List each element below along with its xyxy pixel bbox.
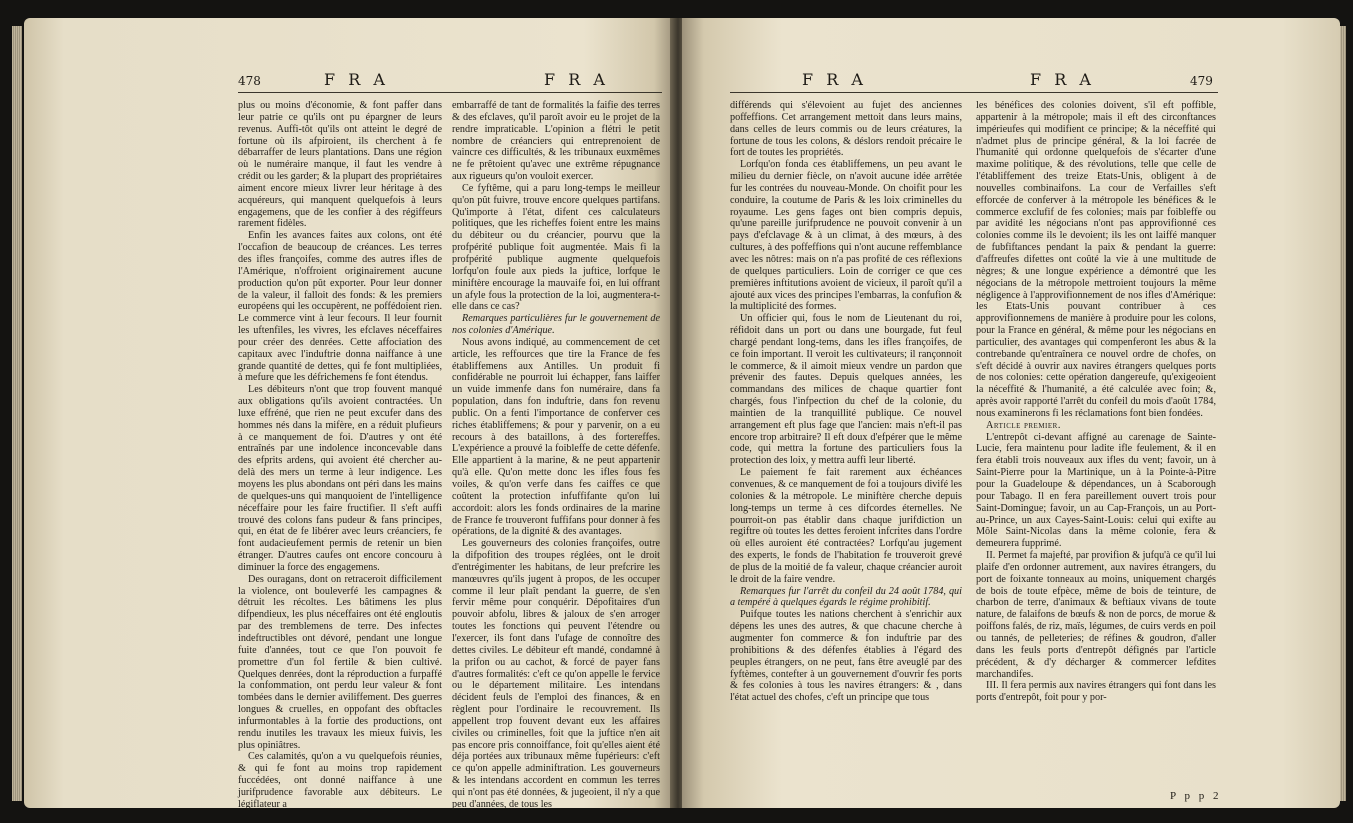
left-page-column-1 [238, 100, 442, 810]
right-page-column-2 [976, 100, 1216, 788]
page-number-left: 478 [238, 74, 261, 88]
paragraph: Nous avons indiqué, au commencement de cet article, les reffources que tire la France de fes établiffemens aux Antilles. Un produit fi confidérable ne pourroit lui échapper, fans laiffer un vuide immenfe dans fon numéraire, dans fa population, dans fon induftrie, dans fon revenu public. On a fenti l'importance de conferver ces riches établiffemens; & pour y parvenir, on a eu recours à des bataillons, à des fortereffes. L'expérience a prouvé la foibleffe de cette défenfe. Elle appartient à la marine, & ne peut appartenir qu'à elle. Qu'on mette donc les ifles fous fes voiles, & qu'on verfe dans fes caiffes ce que coûtent la protection infuffifante qu'on lui accordoit: alors les fonds ordinaires de la marine de France fe trouveront fuffifans pour donner à fes opérations, de la dignité & des avantages. [452, 336, 660, 538]
paragraph: Ce fyftême, qui a paru long-temps le meilleur qu'on pût fuivre, trouve encore quelques partifans. Qu'importe à l'état, difent ces calculateurs politiques, que les richeffes foient entre les mains du débiteur ou du créancier, pourvu que la profpérité publique foit augmentée. Mais fi la profpérité publique augmente quelquefois lorfqu'on foule aux pieds la juftice, lorfque le miniftère encourage la mauvaife foi, en lui offrant un afyle fous la protection de la loi, augmentera-t-elle dans ce cas? [452, 182, 660, 313]
running-head-right-col2: F R A [1030, 70, 1095, 89]
left-page-column-2 [452, 100, 660, 810]
paragraph: L'entrepôt ci-devant affigné au carenage de Sainte-Lucie, fera maintenu pour ladite ifle feulement, & il en fera établi trois nouveaux aux ifles du vent; favoir, un à Saint-Pierre pour la Martinique, un à la Pointe-à-Pitre pour la Guadeloupe & dépendances, un à Scaborough pour Tabago. Il en fera pareillement ouvert trois pour Saint-Domingue; favoir, un au Cap-François, un au Port-au-Prince, un aux Cayes-Saint-Louis: celui qui exifte au Môle Saint-Nicolas dans la même colonie, fera & demeurera fupprimé. [976, 431, 1216, 550]
paragraph: plus ou moins d'économie, & font paffer dans leur patrie ce qu'ils ont pu épargner de leurs revenus. Auffi-tôt qu'ils ont atteint le degré de fortune où ils afpiroient, ils cherchent à fe débarraffer de leurs plantations. Dans une région où le numéraire manque, il faut les vendre à crédit ou les garder; & la plupart des propriétaires aiment encore mieux livrer leur héritage à des acquéreurs, qui manquent quelquefois à leurs engagemens, que de les confier à des régiffeurs rarement fidèles. [238, 100, 442, 230]
running-head-left-col1: F R A [324, 70, 389, 89]
paragraph: Ces calamités, qu'on a vu quelquefois réunies, & qui fe font au moins trop rapidement fuccédées, ont donné naiffance à une jurifprudence favorable aux débiteurs. Le légiflateur a [238, 751, 442, 810]
left-page-edges [12, 26, 22, 801]
paragraph: Puifque toutes les nations cherchent à s'enrichir aux dépens les unes des autres, & que chacune cherche à augmenter fon commerce & fon induftrie par des prohibitions & des défenfes établies à l'égard des peuples étrangers, on ne peut, fans être aveuglé par des fyftèmes, contefter à un gouvernement d'ouvrir fes ports & fes colonies à tous les navires étrangers: & , dans l'état actuel des chofes, c'eft un principe que tous [730, 609, 962, 704]
article-heading: Article premier. [986, 419, 1061, 431]
paragraph: III. Il fera permis aux navires étrangers qui font dans les ports d'entrepôt, foit pour y por- [976, 680, 1216, 704]
paragraph: embarraffé de tant de formalités la faifie des terres & des efclaves, qu'il paroît avoir eu le projet de la rendre impraticable. L'opinion a flétri le petit nombre de créanciers qui entreprenoient de vaincre ces difficultés, & les tribunaux euxmêmes ne fe prêtoient qu'avec une extrême répugnance aux rigueurs qu'on vouloit exercer. [452, 100, 660, 183]
header-rule-right [730, 92, 1218, 93]
paragraph: II. Permet fa majefté, par provifion & jufqu'à ce qu'il lui plaife d'en ordonner autrement, aux navires étrangers, du port de foixante tonneaux au moins, uniquement chargés de bois de toute efpèce, même de bois de teinture, de charbon de terre, d'animaux & beftiaux vivans de toute nature, de falaifons de bœufs & non de porcs, de morue & poiffons falés, de riz, maïs, légumes, de cuirs verds en poil ou tannés, de pelleteries; de réfines & goudron, d'aller dans les feuls ports d'entrepôt défignés par l'article précédent, & d'y décharger & commercer lefdites marchandifes. [976, 550, 1216, 680]
catchword-signature: P p p 2 [1170, 790, 1222, 802]
open-book [10, 8, 1346, 818]
section-heading: Remarques particulières fur le gouvernement de nos colonies d'Amérique. [452, 313, 660, 337]
paragraph: Les débiteurs n'ont que trop fouvent manqué aux obligations qu'ils avoient contractées. Un luxe effréné, que rien ne peut excufer dans des hommes nés dans la mifère, en a réduit plufieurs à ce manquement de foi. D'autres y ont été entraînés par une indolence inconcevable dans des efprits ardens, qui avoient été chercher au-delà des mers un terme à leur indigence. Les moyens les plus abondans ont péri dans les mains de quelques-uns qui manquoient de l'intelligence néceffaire pour les faire fructifier. Il s'eft auffi trouvé des colons fans pudeur & fans principes, qui, en état de fe libérer avec leurs créanciers, fe font audacieufement permis de retenir un bien étranger. D'autres caufes ont encore concouru à diminuer la force des engagemens. [238, 384, 442, 573]
right-page-column-1 [730, 100, 962, 800]
paragraph: Un officier qui, fous le nom de Lieutenant du roi, réfidoit dans un port ou dans une bourgade, fut feul chargé pendant long-tems, dans les ifles françoifes, de ce foin important. Il veroit les cultivateurs; il rançonnoit le commerce, & il aimoit mieux vendre un pardon que prévenir des fautes. Depuis quelques années, les commandans des milices de chaque quartier font chargés, fous l'infpection du chef de la colonie, du maintien de la tranquillité publique. Ce nouvel arrangement eft plus fage que l'ancien: mais n'eft-il pas encore trop arbitraire? Il eft doux d'efpérer que le même code, qui mettra la fortune des particuliers fous la protection des loix, y mettra auffi leur liberté. [730, 313, 962, 467]
paragraph: Lorfqu'on fonda ces établiffemens, un peu avant le milieu du dernier fiècle, on n'avoit aucune idée arrêtée fur les contrées du nouveau-Monde. On choifit pour les conduire, la coutume de Paris & les loix criminelles du royaume. Les gens fages ont bien compris depuis, qu'une pareille jurifprudence ne pouvoit convenir à un pays d'efclavage & à un climat, à des mœurs, à des cultures, à des poffeffions qui n'ont aucune reffemblance avec les nôtres: mais on n'a pas profité de ces réflexions de quelques particuliers. Loin de corriger ce que ces premières inftitutions avoient de vicieux, il paroît qu'il a ajouté aux vices des principes l'embarras, la confufion & la multiplicité des formes. [730, 159, 962, 313]
paragraph: Les gouverneurs des colonies françoifes, outre la difpofition des troupes réglées, ont le droit d'entrégimenter les habitans, de leur prefcrire les manœuvres qu'ils jugent à propos, de les occuper comme il leur plaît pendant la guerre, de s'en fervir même pour conquérir. Dépofitaires d'un pouvoir abfolu, libres & jaloux de s'en arroger toutes les fonctions qui peuvent l'étendre ou l'exercer, ils font dans l'ufage de connoître des dettes civiles. Le débiteur eft mandé, condamné à la prifon ou au cachot, & forcé de payer fans d'autres formalités: c'eft ce qu'on appelle le fervice ou le département militaire. Les intendans décident feuls de l'emploi des finances, & en règlent pour l'ordinaire le recouvrement. Ils appellent trop fouvent devant eux les affaires civiles ou criminelles, foit que la juftice n'en ait pas encore pris connoiffance, foit qu'elles aient été déja portées aux tribunaux même fupérieurs: c'eft ce qu'on appelle adminiftration. Les gouverneurs & les intendans accordent en commun les terres qui n'ont pas été données, & jugeoient, il n'y a que peu d'années, de tous les [452, 538, 660, 810]
paragraph: Enfin les avances faites aux colons, ont été l'occafion de beaucoup de créances. Les terres des ifles françoifes, comme des autres ifles de l'Amérique, n'offroient originairement aucune production qu'on pût exporter. Pour leur donner de la valeur, il falloit des fonds: & les premiers européens qui les occupèrent, ne poffédoient rien. Le commerce vint à leur fecours. Il leur fournit les uftenfiles, les vivres, les efclaves néceffaires pour créer des denrées. Cette affociation des capitaux avec l'induftrie donna naiffance à une grande quantité de dettes, qui fe font multipliées, à mefure que les défrichemens fe font étendus. [238, 230, 442, 384]
paragraph: différends qui s'élevoient au fujet des anciennes poffeffions. Cet arrangement mettoit dans leurs mains, dans celles de leurs commis ou de leurs créatures, la fortune de tous les colons, & déslors rendoit précaire le fort de toutes les propriétés. [730, 100, 962, 159]
header-rule-left [238, 92, 662, 93]
section-heading: Remarques fur l'arrêt du confeil du 24 août 1784, qui a tempéré à quelques égards le régime prohibitif. [730, 585, 962, 609]
left-page [24, 18, 674, 808]
running-head-right-col1: F R A [802, 70, 867, 89]
running-head-left-col2: F R A [544, 70, 609, 89]
right-page [682, 18, 1340, 808]
paragraph: les bénéfices des colonies doivent, s'il eft poffible, appartenir à la métropole; mais il eft des circonftances impérieufes qui modifient ce principe; & la néceffité qui n'admet plus de principe général, & la loi facrée de l'humanité qui ordonne quelquefois de s'écarter d'une maxime politique, & des révolutions, telle que celle de l'établiffement des treize Etats-Unis, obligent à de nouvelles combinaifons. La cour de Verfailles s'eft efforcée de conferver à la métropole les bénéfices & le commerce exclufif de fes colonies; mais par foibleffe ou par avidité les négocians n'ont pas approvifionné ces colonies comme ils le devoient; ils les ont laiffé manquer de fubfiftances pendant la paix & pendant la guerre: d'affreufes difettes ont coûté la vie à une multitude de nègres; & une longue expérience a démontré que les négocians de la métropole mettroient toujours la même négligence à l'approvifionnement de nos ifles d'Amérique: les Etats-Unis pouvant contribuer à ces approvifionnemens de manière à produire pour les colons, pour la France en général, & même pour les négocians en particulier, des avantages qui compenferont les abus & la contrebande qu'entraînera ce nouvel ordre de chofes, on s'eft décidé à ouvrir aux navires étrangers quelques ports de nos colonies: cette opération dangereufe, qu'exigeoient la néceffité & l'humanité, a été calculée avec foin; &, après avoir rapporté l'arrêt du confeil du mois d'août 1784, nous examinerons fi les réclamations font bien fondées. [976, 100, 1216, 419]
paragraph: Le paiement fe fait rarement aux échéances convenues, & ce manquement de foi a toujours divifé les colonies & la métropole. Le miniftère cherche depuis long-temps un terme à ces difcordes éternelles. Ne pourroit-on pas établir dans chaque jurifdiction un regiftre où toutes les dettes feroient infcrites dans l'ordre où elles auroient été contractées? Lorfqu'au jugement des experts, le fonds de l'habitation fe trouveroit grevé de plus de la moitié de fa valeur, chaque créancier auroit le droit de la faire vendre. [730, 467, 962, 585]
page-number-right: 479 [1190, 74, 1213, 88]
paragraph: Des ouragans, dont on retraceroit difficilement la violence, ont bouleverfé les campagnes & détruit les récoltes. Les bâtimens les plus difpendieux, les plus néceffaires ont été engloutis par des tremblemens de terre. Des infectes indeftructibles ont dévoré, pendant une longue fuite d'années, tout ce que l'on pouvoit fe promettre d'un fol fertile & bien cultivé. Quelques denrées, dont la réproduction a furpaffé la confommation, ont perdu leur valeur & font tombées dans le dernier aviliffement. Des guerres longues & cruelles, en oppofant des obftacles infurmontables à la fortie des productions, ont rendu inutiles les travaux les mieux fuivis, les plus opiniâtres. [238, 573, 442, 751]
